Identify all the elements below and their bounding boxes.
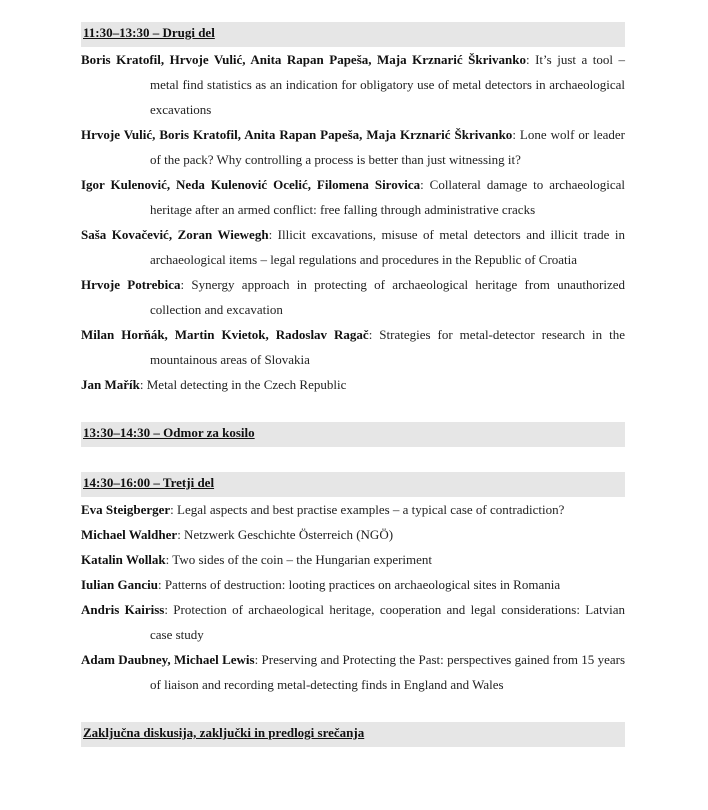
talk-item (81, 222, 625, 272)
session-header: 14:30–16:00 – Tretji del (81, 472, 625, 497)
talk-item (81, 522, 625, 547)
talk-item (81, 47, 625, 122)
spacer (81, 397, 625, 422)
talk-speakers: Boris Kratofil, Hrvoje Vulić, Anita Rapan Papeša, Maja Krznarić Škrivanko (81, 52, 526, 67)
talk-speakers: Jan Mařík (81, 377, 140, 392)
talk-title: : Legal aspects and best practise examples – a typical case of contradiction? (170, 502, 565, 517)
talk-title: : Preserving and Protecting the Past: perspectives gained from 15 years of liaison and recording metal-detecting finds in England and Wales (150, 652, 626, 692)
talk-speakers: Igor Kulenović, Neda Kulenović Ocelić, Filomena Sirovica (81, 177, 421, 192)
talk-item (81, 272, 625, 322)
talk-title: : Two sides of the coin – the Hungarian experiment (165, 552, 433, 567)
talk-item (81, 572, 625, 597)
session-header: 13:30–14:30 – Odmor za kosilo (81, 422, 625, 447)
talk-item (81, 122, 625, 172)
talk-speakers: Michael Waldher (81, 527, 178, 542)
talk-title: : Synergy approach in protecting of archaeological heritage from unauthorized collection and excavation (150, 277, 625, 317)
talk-title: : Illicit excavations, misuse of metal detectors and illicit trade in archaeological items – legal regulations and procedures in the Republic of Croatia (150, 227, 625, 267)
talk-item (81, 547, 625, 572)
talk-speakers: Hrvoje Vulić, Boris Kratofil, Anita Rapan Papeša, Maja Krznarić Škrivanko (81, 127, 513, 142)
program-page (81, 22, 625, 747)
talk-speakers: Eva Steigberger (81, 502, 171, 517)
talk-title: : Metal detecting in the Czech Republic (139, 377, 347, 392)
talk-speakers: Adam Daubney, Michael Lewis (81, 652, 255, 667)
talk-title: : Protection of archaeological heritage, cooperation and legal considerations: Latvian case study (150, 602, 625, 642)
talk-item (81, 322, 625, 372)
talk-speakers: Katalin Wollak (81, 552, 166, 567)
session-header: 11:30–13:30 – Drugi del (81, 22, 625, 47)
spacer (81, 447, 625, 472)
talk-title: : Strategies for metal-detector research in the mountainous areas of Slovakia (150, 327, 625, 367)
talk-speakers: Iulian Ganciu (81, 577, 158, 592)
talk-item (81, 172, 625, 222)
talk-speakers: Hrvoje Potrebica (81, 277, 181, 292)
talk-item (81, 647, 625, 697)
talk-speakers: Milan Horňák, Martin Kvietok, Radoslav Ragač (81, 327, 369, 342)
talk-item (81, 597, 625, 647)
spacer (81, 697, 625, 722)
talk-speakers: Saša Kovačević, Zoran Wiewegh (81, 227, 269, 242)
talk-item (81, 497, 625, 522)
talk-title: : Collateral damage to archaeological heritage after an armed conflict: free falling through administrative cracks (150, 177, 625, 217)
talk-item (81, 372, 625, 397)
talk-title: : Lone wolf or leader of the pack? Why controlling a process is better than just witnessing it? (150, 127, 625, 167)
talk-title: : Netzwerk Geschichte Österreich (NGÖ) (177, 527, 394, 542)
session-header: Zaključna diskusija, zaključki in predlogi srečanja (81, 722, 625, 747)
talk-title: : Patterns of destruction: looting practices on archaeological sites in Romania (157, 577, 561, 592)
talk-speakers: Andris Kairiss (81, 602, 165, 617)
talk-title: : It’s just a tool – metal find statistics as an indication for obligatory use of metal detectors in archaeological excavations (150, 52, 625, 117)
